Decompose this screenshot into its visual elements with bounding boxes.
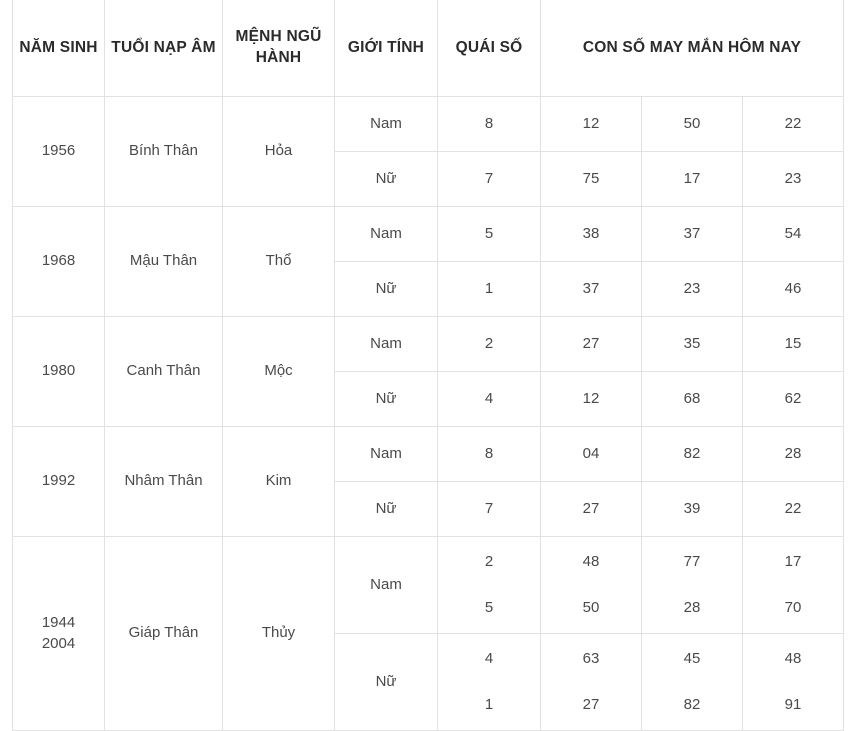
- cell-number-line1: 45: [683, 649, 701, 667]
- cell-number: 22: [743, 482, 844, 537]
- cell-gender: Nam: [335, 537, 438, 634]
- cell-gender: Nữ: [335, 262, 438, 317]
- cell-number: 12: [541, 97, 642, 152]
- cell-year: 1968: [13, 207, 105, 317]
- cell-year: 1956: [13, 97, 105, 207]
- cell-number: [541, 634, 642, 731]
- cell-menh: Thổ: [223, 207, 335, 317]
- cell-napam: Mậu Thân: [105, 207, 223, 317]
- cell-number-line1: 17: [784, 552, 802, 570]
- cell-gender: Nam: [335, 207, 438, 262]
- header-tuoi-nap-am: TUỔI NẠP ÂM: [105, 0, 223, 97]
- cell-number: 68: [642, 372, 743, 427]
- header-con-so-may-man: CON SỐ MAY MẮN HÔM NAY: [541, 0, 844, 97]
- cell-number: 39: [642, 482, 743, 537]
- cell-year-line1: 1944: [41, 614, 76, 632]
- cell-quai-line1: 2: [484, 552, 494, 570]
- cell-quai-line1: 4: [484, 649, 494, 667]
- cell-year: 1992: [13, 427, 105, 537]
- table-row: [13, 97, 844, 152]
- cell-number: 82: [642, 427, 743, 482]
- cell-napam: Bính Thân: [105, 97, 223, 207]
- header-menh-ngu-hanh: MỆNH NGŨ HÀNH: [223, 0, 335, 97]
- cell-napam: Giáp Thân: [105, 537, 223, 731]
- cell-quai: 2: [438, 317, 541, 372]
- cell-number-line2: 50: [582, 599, 600, 616]
- cell-number: [642, 537, 743, 634]
- cell-number: 37: [642, 207, 743, 262]
- cell-year: [13, 537, 105, 731]
- table-header: [13, 0, 844, 97]
- cell-number: 04: [541, 427, 642, 482]
- lucky-numbers-table: [12, 0, 844, 731]
- cell-quai: 4: [438, 372, 541, 427]
- cell-number-line1: 48: [784, 649, 802, 667]
- cell-number: 37: [541, 262, 642, 317]
- cell-menh: Hỏa: [223, 97, 335, 207]
- cell-gender: Nam: [335, 317, 438, 372]
- table-row: [13, 427, 844, 482]
- cell-menh: Thủy: [223, 537, 335, 731]
- cell-napam: Nhâm Thân: [105, 427, 223, 537]
- header-gioi-tinh: GIỚI TÍNH: [335, 0, 438, 97]
- cell-year-line2: 2004: [41, 634, 76, 652]
- table-row: [13, 537, 844, 634]
- cell-number: 75: [541, 152, 642, 207]
- cell-number-line2: 91: [784, 696, 802, 713]
- cell-napam: Canh Thân: [105, 317, 223, 427]
- cell-quai: [438, 537, 541, 634]
- cell-gender: Nữ: [335, 634, 438, 731]
- cell-number: 54: [743, 207, 844, 262]
- cell-gender: Nữ: [335, 482, 438, 537]
- cell-gender: Nữ: [335, 152, 438, 207]
- cell-number-line2: 28: [683, 599, 701, 616]
- cell-number: [642, 634, 743, 731]
- cell-number: 62: [743, 372, 844, 427]
- cell-number: 38: [541, 207, 642, 262]
- cell-number-line1: 63: [582, 649, 600, 667]
- table-body: [13, 97, 844, 731]
- cell-number: [743, 634, 844, 731]
- cell-number-line2: 82: [683, 696, 701, 713]
- table-row: [13, 317, 844, 372]
- header-nam-sinh: NĂM SINH: [13, 0, 105, 97]
- cell-number: 22: [743, 97, 844, 152]
- cell-number: 23: [743, 152, 844, 207]
- cell-number-line2: 27: [582, 696, 600, 713]
- cell-number: 27: [541, 317, 642, 372]
- cell-menh: Mộc: [223, 317, 335, 427]
- table-row: [13, 207, 844, 262]
- cell-quai-line2: 5: [484, 599, 494, 616]
- cell-number: 12: [541, 372, 642, 427]
- cell-number: 46: [743, 262, 844, 317]
- cell-number-line1: 77: [683, 552, 701, 570]
- cell-quai: 5: [438, 207, 541, 262]
- cell-quai-line2: 1: [484, 696, 494, 713]
- cell-number-line1: 48: [582, 552, 600, 570]
- header-row: [13, 0, 844, 97]
- cell-quai: 1: [438, 262, 541, 317]
- cell-quai: 7: [438, 482, 541, 537]
- cell-number: 50: [642, 97, 743, 152]
- cell-quai: 7: [438, 152, 541, 207]
- cell-gender: Nam: [335, 427, 438, 482]
- cell-number: [743, 537, 844, 634]
- cell-number: 17: [642, 152, 743, 207]
- cell-number-line2: 70: [784, 599, 802, 616]
- cell-number: [541, 537, 642, 634]
- cell-number: 35: [642, 317, 743, 372]
- cell-number: 27: [541, 482, 642, 537]
- header-quai-so: QUÁI SỐ: [438, 0, 541, 97]
- cell-quai: 8: [438, 427, 541, 482]
- cell-number: 15: [743, 317, 844, 372]
- cell-number: 28: [743, 427, 844, 482]
- cell-quai: 8: [438, 97, 541, 152]
- cell-menh: Kim: [223, 427, 335, 537]
- cell-number: 23: [642, 262, 743, 317]
- cell-quai: [438, 634, 541, 731]
- cell-year: 1980: [13, 317, 105, 427]
- cell-gender: Nữ: [335, 372, 438, 427]
- cell-gender: Nam: [335, 97, 438, 152]
